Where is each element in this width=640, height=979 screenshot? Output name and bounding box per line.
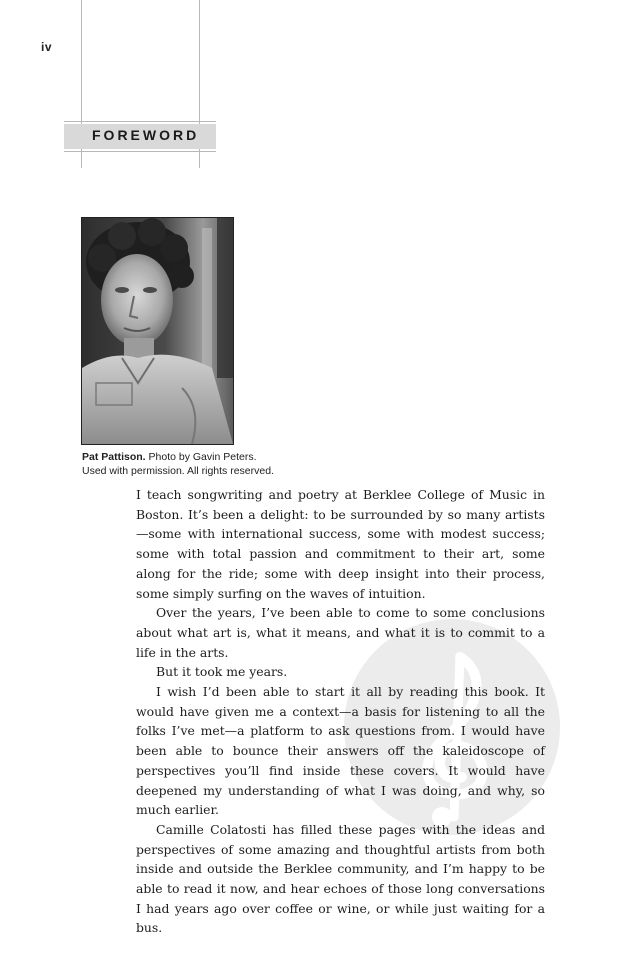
caption-credit: Photo by Gavin Peters. <box>148 451 257 463</box>
section-title: FOREWORD <box>92 127 200 143</box>
paragraph-2: Over the years, I’ve been able to come to some conclusions about what art is, what it means, and what it is to commit to a life in the arts. <box>136 605 545 660</box>
page-number: iv <box>41 40 53 54</box>
paragraph-1: I teach songwriting and poetry at Berklee College of Music in Boston. It’s been a delight: to be surrounded by so many artists—some with international success, some with modest success; some with total passion and commitment to their art, some along for the ride; some with deep insight into their process, some simply surfing on the waves of intuition. <box>136 487 545 601</box>
photo-caption <box>82 450 342 478</box>
caption-name: Pat Pattison. <box>82 451 146 463</box>
paragraph-3: But it took me years. <box>156 664 288 680</box>
caption-rights: Used with permission. All rights reserved. <box>82 465 274 477</box>
paragraph-5: Camille Colatosti has filled these pages with the ideas and perspectives of some amazing and thoughtful artists from both inside and outside the Berklee community, and I’m happy to be able to read it now, and hear echoes of those long conversations I had years ago over coffee or wine, or while just waiting for a bus. <box>136 821 545 936</box>
portrait-photo-icon <box>82 218 233 444</box>
portrait-photo <box>81 217 234 445</box>
paragraph-4: I wish I’d been able to start it all by reading this book. It would have given me a context—a basis for listening to all the folks I’ve met—a platform to ask questions from. I would have been able to bounce their answers off the kaleidoscope of perspectives you’ll find inside these covers. It would have deepened my understanding of what I was doing, and why, so much earlier. <box>136 684 545 818</box>
guide-line-bottom <box>64 151 216 152</box>
foreword-body <box>136 485 545 938</box>
guide-line-top <box>64 121 216 122</box>
